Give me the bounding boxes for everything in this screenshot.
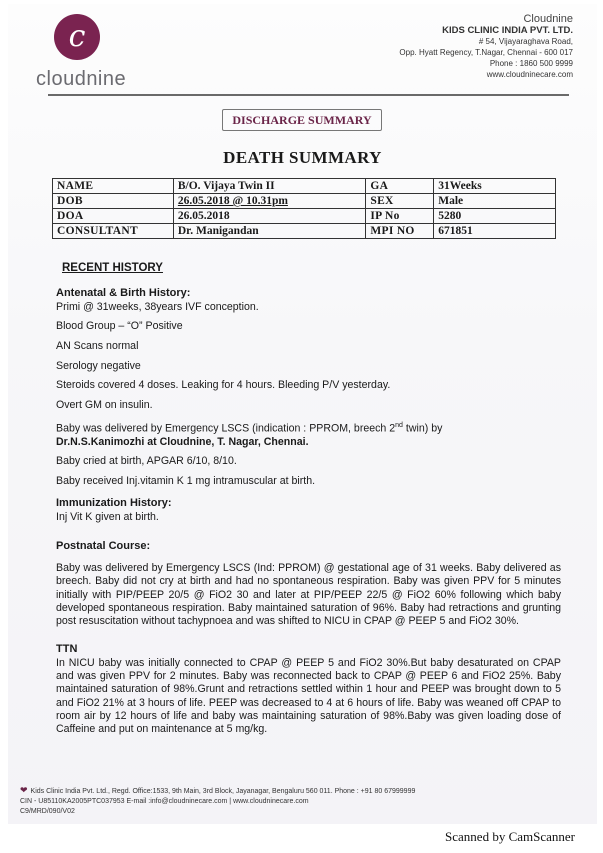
- table-row: [53, 194, 556, 209]
- document-title: DEATH SUMMARY: [223, 148, 382, 167]
- table-cell: DOB: [53, 194, 174, 209]
- header-divider: [48, 94, 569, 96]
- footer-line-2: CIN - U85110KA2005PTC037953 E-mail :info@cloudninecare.com | www.cloudninecare.com: [20, 798, 309, 805]
- postnatal-text: Baby was delivered by Emergency LSCS (Ind: PPROM) @ gestational age of 31 weeks. Baby delivered as breech. Baby did not cry at birth and had no spontaneous respiration. Baby was given PPV for 5 minutes initially with PIP/PEEP 20/5 @ FiO2 30 and later at PIP/PEEP 22/5 @ FiO2 60% following which baby developed spontaneous respiration. Baby maintained saturation of 96%. Baby had retractions and grunting post resuscitation without tachypnoea and was shifted to NICU in CPAP @ PEEP 5 and FiO2 30%.: [56, 562, 561, 628]
- patient-info-table: [52, 178, 556, 239]
- table-cell: Male: [434, 194, 556, 209]
- table-cell: 5280: [434, 209, 556, 224]
- immunization-heading: Immunization History:: [56, 497, 172, 510]
- antenatal-heading: Antenatal & Birth History:: [56, 287, 191, 300]
- delivery-text-end: twin) by: [402, 422, 443, 435]
- table-row: [53, 209, 556, 224]
- table-cell: B/O. Vijaya Twin II: [173, 179, 366, 194]
- scanner-watermark: Scanned by CamScanner: [445, 829, 575, 844]
- ttn-heading: TTN: [56, 642, 78, 655]
- history-line: AN Scans normal: [56, 339, 139, 352]
- heart-icon: ❤: [20, 785, 28, 795]
- footer-line-3: C9/MRD/090/V02: [20, 808, 75, 815]
- recent-history-heading: RECENT HISTORY: [62, 262, 163, 274]
- clinic-phone: Phone : 1860 500 9999: [489, 59, 573, 68]
- table-cell: 26.05.2018 @ 10.31pm: [173, 194, 366, 209]
- table-cell: SEX: [366, 194, 434, 209]
- delivery-superscript: nd: [395, 421, 403, 429]
- table-cell: MPI NO: [366, 224, 434, 239]
- table-cell: NAME: [53, 179, 174, 194]
- table-cell: 31Weeks: [434, 179, 556, 194]
- table-row: [53, 179, 556, 194]
- table-cell: CONSULTANT: [53, 224, 174, 239]
- history-line: Primi @ 31weeks, 38years IVF conception.: [56, 300, 259, 313]
- table-cell: IP No: [366, 209, 434, 224]
- history-line: Serology negative: [56, 359, 141, 372]
- footer-address: Kids Clinic India Pvt. Ltd., Regd. Office:1533, 9th Main, 3rd Block, Jayanagar, Bengaluru 560 011. Phone : +91 80 67999999: [30, 788, 416, 795]
- cloudnine-logo-mark-icon: c: [54, 14, 100, 60]
- ttn-text: In NICU baby was initially connected to CPAP @ PEEP 5 and FiO2 30%.But baby desaturated on CPAP and was given PPV for 2 minutes. Baby was reconnected back to CPAP @ PEEP 6 and FiO2 25%. Baby maintained saturation of 98%.Grunt and retractions settled within 1 hour and PEEP was brought down to 5 and FiO2 21% at 3 hours of life. PEEP was decreased to 4 at 6 hours of life. Baby was weaned off CPAP to room air by 12 hours of life and baby was maintaining saturation of 98%.Baby was given loading dose of Caffeine and put on maintenance at 5 mg/kg.: [56, 656, 561, 736]
- clinic-address-block: [399, 14, 573, 80]
- history-line: Baby received Inj.vitamin K 1 mg intramuscular at birth.: [56, 474, 316, 487]
- document-page: [8, 4, 597, 824]
- discharge-summary-box: DISCHARGE SUMMARY: [222, 109, 382, 131]
- history-line: Overt GM on insulin.: [56, 399, 153, 412]
- table-row: [53, 224, 556, 239]
- table-cell: Dr. Manigandan: [173, 224, 366, 239]
- clinic-website: www.cloudninecare.com: [486, 70, 573, 79]
- history-line: Steroids covered 4 doses. Leaking for 4 hours. Bleeding P/V yesterday.: [56, 379, 391, 392]
- page-footer: [20, 785, 415, 817]
- history-line: Blood Group – “O” Positive: [56, 320, 183, 333]
- clinic-address-line-2: Opp. Hyatt Regency, T.Nagar, Chennai - 600 017: [399, 48, 573, 57]
- delivery-line: [56, 419, 561, 436]
- clinic-address-line-1: # 54, Vijayaraghava Road,: [478, 37, 573, 46]
- postnatal-heading: Postnatal Course:: [56, 539, 151, 552]
- table-cell: 671851: [434, 224, 556, 239]
- delivery-doctor-line: Dr.N.S.Kanimozhi at Cloudnine, T. Nagar, Chennai.: [56, 435, 309, 448]
- logo-text: cloudnine: [36, 68, 127, 90]
- document-body: [56, 262, 561, 737]
- table-cell: DOA: [53, 209, 174, 224]
- clinic-company: KIDS CLINIC INDIA PVT. LTD.: [442, 25, 573, 36]
- clinic-name: Cloudnine: [523, 13, 573, 25]
- history-line: Baby cried at birth, APGAR 6/10, 8/10.: [56, 455, 237, 468]
- delivery-text: Baby was delivered by Emergency LSCS (indication : PPROM, breech 2: [56, 422, 396, 435]
- footer-line-1: [20, 785, 415, 797]
- immunization-text: Inj Vit K given at birth.: [56, 510, 159, 523]
- table-cell: 26.05.2018: [173, 209, 366, 224]
- table-cell: GA: [366, 179, 434, 194]
- cloudnine-logo: [36, 14, 146, 92]
